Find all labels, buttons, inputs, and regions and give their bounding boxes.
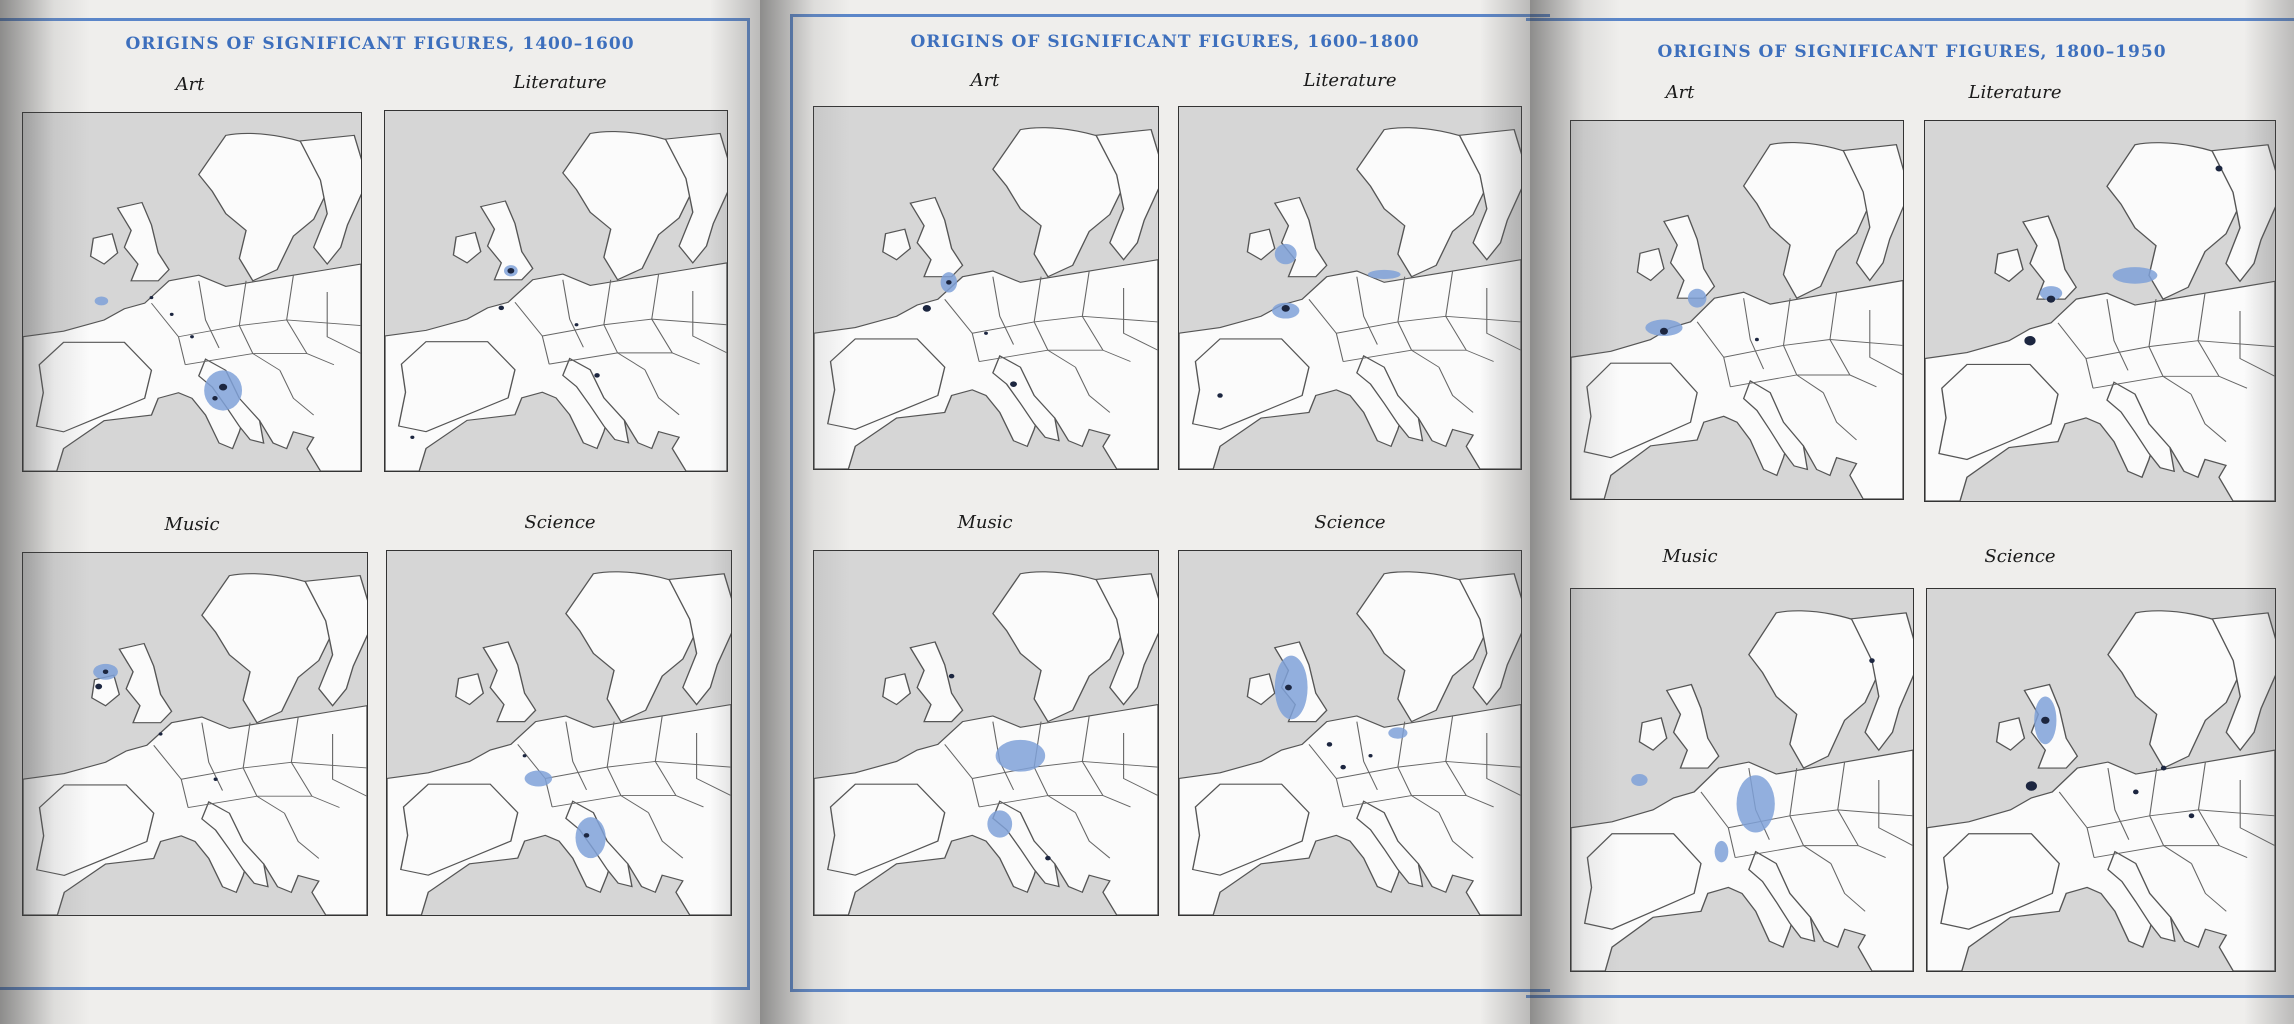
concentration-netherlands [1688, 289, 1707, 308]
concentration-central-europe [525, 771, 553, 787]
page-1800-1950 [1530, 0, 2294, 1024]
panel-label-music: Music [164, 514, 220, 535]
origin-point [1045, 856, 1051, 861]
origin-point [984, 332, 988, 335]
map-music-1600 [813, 550, 1159, 916]
page-1400-1600 [0, 0, 760, 1024]
map-music-1800 [1570, 588, 1914, 972]
map-literature-1600 [1178, 106, 1522, 470]
origin-point [1327, 742, 1332, 747]
origin-point [584, 833, 590, 838]
origin-point [159, 732, 163, 735]
origin-point [2026, 781, 2037, 791]
origin-point [95, 684, 102, 690]
concentration-germany [996, 740, 1046, 772]
concentration-germany [2113, 267, 2158, 284]
map-science-1600 [1178, 550, 1522, 916]
page-title: ORIGINS OF SIGNIFICANT FIGURES, 1400–1600 [125, 34, 635, 54]
map-science-1400 [386, 550, 732, 916]
origin-point [499, 306, 504, 311]
origin-point [575, 323, 579, 326]
origin-point [949, 674, 955, 679]
origin-point [410, 436, 414, 439]
origin-point [1217, 393, 1222, 398]
concentration-germany [1368, 270, 1401, 279]
origin-point [1368, 754, 1372, 757]
concentration-england [1275, 244, 1297, 264]
map-art-1600 [813, 106, 1159, 470]
origin-point [1285, 685, 1292, 691]
concentration-germany [1388, 727, 1407, 738]
origin-point [212, 396, 217, 400]
concentration-italy [1715, 841, 1729, 862]
origin-point [2024, 336, 2035, 346]
panel-label-science: Science [524, 512, 596, 533]
concentration-italy [204, 370, 242, 410]
map-science-1800 [1926, 588, 2276, 972]
concentration-italy [987, 810, 1012, 837]
panel-label-art: Art [1665, 82, 1695, 103]
origin-point [594, 373, 599, 378]
origin-point [103, 670, 109, 675]
origin-point [923, 305, 931, 312]
origin-point [190, 335, 194, 338]
origin-point [219, 384, 227, 391]
origin-point [2161, 766, 2167, 771]
panel-label-music: Music [957, 512, 1013, 533]
origin-point [2216, 166, 2223, 172]
origin-point [2047, 296, 2055, 303]
origin-point [1340, 765, 1345, 770]
panel-label-literature: Literature [1968, 82, 2062, 103]
origin-point [2133, 790, 2139, 795]
panel-label-literature: Literature [513, 72, 607, 93]
origin-point [1755, 338, 1759, 342]
origin-point [2189, 813, 2195, 818]
origin-point [1282, 305, 1290, 312]
map-music-1400 [22, 552, 368, 916]
panel-label-science: Science [1314, 512, 1386, 533]
origin-point [150, 296, 154, 299]
origin-point [214, 778, 218, 781]
page-1600-1800 [760, 0, 1530, 1024]
concentration-flanders [95, 296, 109, 305]
origin-point [1660, 328, 1668, 335]
page-title: ORIGINS OF SIGNIFICANT FIGURES, 1800–1950 [1657, 42, 2167, 62]
origin-point [523, 754, 527, 757]
map-literature-1800 [1924, 120, 2276, 502]
concentration-italy [576, 817, 606, 858]
map-art-1400 [22, 112, 362, 472]
origin-point [2041, 717, 2049, 724]
map-art-1800 [1570, 120, 1904, 500]
origin-point [946, 280, 952, 285]
page-title: ORIGINS OF SIGNIFICANT FIGURES, 1600–1800 [910, 32, 1420, 52]
panel-label-science: Science [1984, 546, 2056, 567]
origin-point [1010, 381, 1017, 387]
panel-label-music: Music [1662, 546, 1718, 567]
panel-label-art: Art [175, 74, 205, 95]
origin-point [170, 313, 174, 316]
concentration-paris [1631, 774, 1647, 786]
origin-point [1869, 658, 1874, 663]
panel-label-literature: Literature [1303, 70, 1397, 91]
concentration-central-europe [1737, 775, 1775, 832]
map-literature-1400 [384, 110, 728, 472]
origin-point [507, 268, 514, 274]
panel-label-art: Art [970, 70, 1000, 91]
